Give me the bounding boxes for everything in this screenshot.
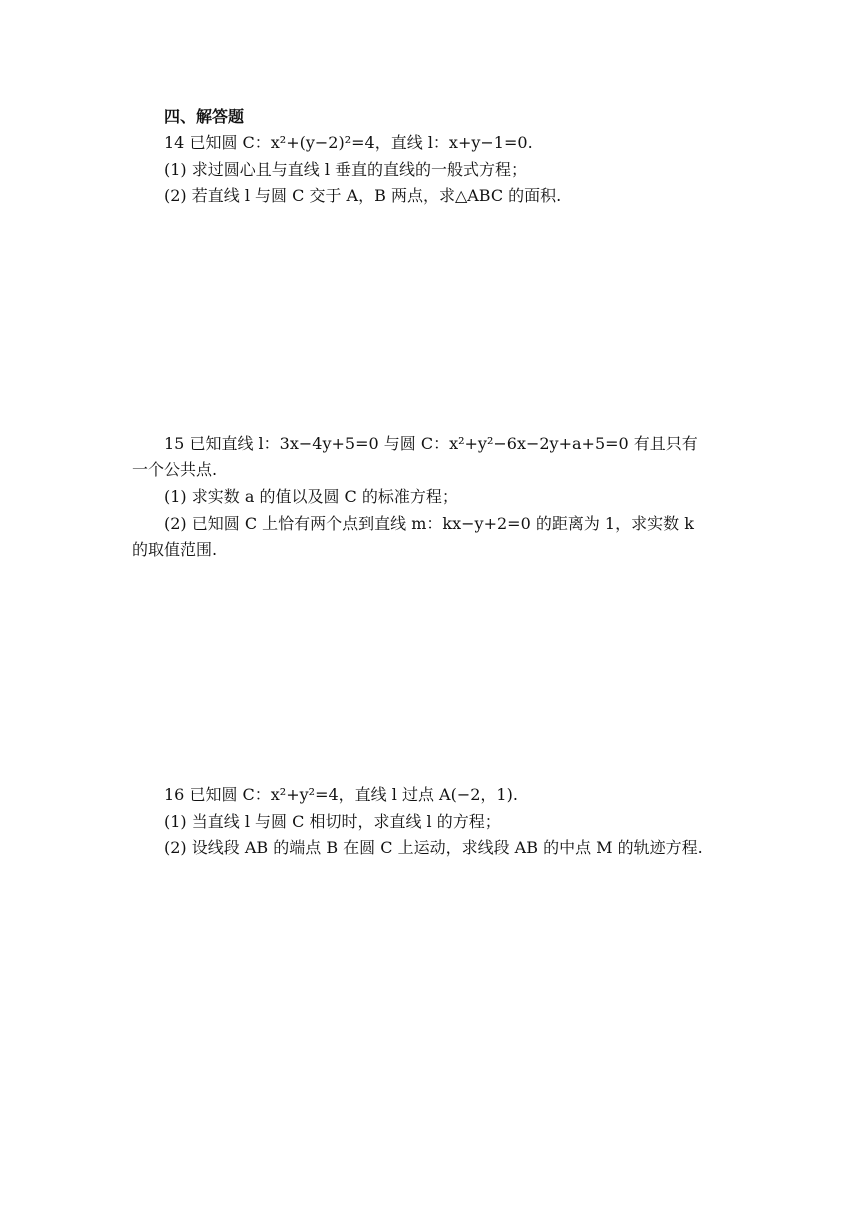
- problem-15-part-2-cont: 的取值范围.: [132, 540, 218, 559]
- problem-16-statement: 16 已知圆 C：x²+y²=4，直线 l 过点 A(−2，1).: [164, 785, 518, 804]
- problem-16-part-2: (2) 设线段 AB 的端点 B 在圆 C 上运动，求线段 AB 的中点 M 的轨迹方程.: [164, 838, 703, 857]
- problem-15-part-1: (1) 求实数 a 的值以及圆 C 的标准方程；: [164, 487, 458, 506]
- problem-15-statement: 15 已知直线 l：3x−4y+5=0 与圆 C：x²+y²−6x−2y+a+5=0 有且只有: [164, 434, 698, 453]
- problem-16-part-1: (1) 当直线 l 与圆 C 相切时，求直线 l 的方程；: [164, 812, 501, 831]
- problem-14-part-2: (2) 若直线 l 与圆 C 交于 A，B 两点，求△ABC 的面积.: [164, 186, 562, 205]
- section-heading: 四、解答题: [164, 107, 245, 126]
- problem-15-part-2: (2) 已知圆 C 上恰有两个点到直线 m：kx−y+2=0 的距离为 1，求实数 k: [164, 514, 694, 533]
- problem-14-part-1: (1) 求过圆心且与直线 l 垂直的直线的一般式方程；: [164, 160, 528, 179]
- problem-15-statement-cont: 一个公共点.: [132, 460, 218, 479]
- problem-14-statement: 14 已知圆 C：x²+(y−2)²=4，直线 l：x+y−1=0.: [164, 133, 533, 152]
